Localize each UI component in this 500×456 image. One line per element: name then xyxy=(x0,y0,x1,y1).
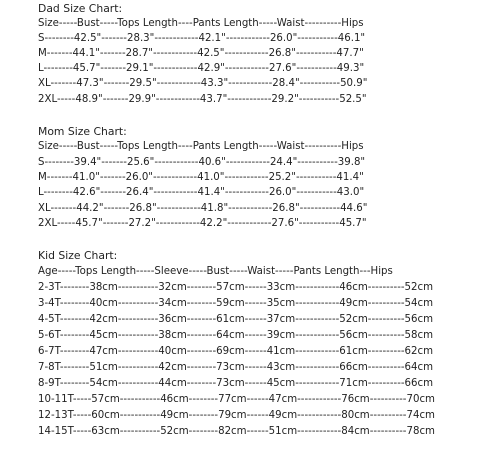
mom-row-m: M-------41.0"-------26.0"------------41.0"------------25.2"-----------41.4" xyxy=(38,172,364,183)
mom-row-xl: XL-------44.2"-------26.8"------------41.8"------------26.8"-----------44.6" xyxy=(38,203,368,214)
dad-chart-title: Dad Size Chart: xyxy=(38,2,123,15)
mom-row-2xl: 2XL-----45.7"-------27.2"------------42.2"------------27.6"-----------45.7" xyxy=(38,218,367,229)
kid-chart-title: Kid Size Chart: xyxy=(38,249,118,262)
dad-chart-header: Size-----Bust-----Tops Length----Pants Length-----Waist----------Hips xyxy=(38,18,364,29)
kid-row-2-3t: 2-3T--------38cm-----------32cm--------57cm------33cm------------46cm----------52cm xyxy=(38,282,434,293)
dad-row-xl: XL-------47.3"-------29.5"------------43.3"------------28.4"-----------50.9" xyxy=(38,78,368,89)
kid-row-14-15t: 14-15T-----63cm-----------52cm--------82cm------51cm------------84cm----------78cm xyxy=(38,426,435,437)
mom-chart-header: Size-----Bust-----Tops Length----Pants Length-----Waist----------Hips xyxy=(38,141,364,152)
kid-row-4-5t: 4-5T--------42cm-----------36cm--------61cm------37cm------------52cm----------56cm xyxy=(38,314,434,325)
kid-row-5-6t: 5-6T--------45cm-----------38cm--------64cm------39cm------------56cm----------58cm xyxy=(38,330,434,341)
kid-row-8-9t: 8-9T--------54cm-----------44cm--------73cm------45cm------------71cm----------66cm xyxy=(38,378,434,389)
mom-row-s: S--------39.4"-------25.6"------------40.6"------------24.4"-----------39.8" xyxy=(38,157,366,168)
mom-row-l: L--------42.6"-------26.4"------------41.4"------------26.0"-----------43.0" xyxy=(38,187,365,198)
dad-row-l: L--------45.7"-------29.1"------------42.9"------------27.6"-----------49.3" xyxy=(38,63,365,74)
dad-row-2xl: 2XL-----48.9"-------29.9"------------43.7"------------29.2"-----------52.5" xyxy=(38,94,367,105)
dad-row-m: M-------44.1"-------28.7"------------42.5"------------26.8"-----------47.7" xyxy=(38,48,364,59)
kid-row-6-7t: 6-7T--------47cm-----------40cm--------69cm------41cm------------61cm----------62cm xyxy=(38,346,434,357)
mom-chart-title: Mom Size Chart: xyxy=(38,125,127,138)
kid-row-3-4t: 3-4T--------40cm-----------34cm--------59cm------35cm------------49cm----------54cm xyxy=(38,298,434,309)
kid-row-7-8t: 7-8T--------51cm-----------42cm--------73cm------43cm------------66cm----------64cm xyxy=(38,362,434,373)
kid-row-12-13t: 12-13T-----60cm-----------49cm--------79cm------49cm------------80cm----------74cm xyxy=(38,410,435,421)
dad-row-s: S--------42.5"-------28.3"------------42.1"------------26.0"-----------46.1" xyxy=(38,33,366,44)
kid-chart-header: Age-----Tops Length-----Sleeve-----Bust-----Waist-----Pants Length---Hips xyxy=(38,266,393,277)
kid-row-10-11t: 10-11T-----57cm-----------46cm--------77cm------47cm------------76cm----------70cm xyxy=(38,394,435,405)
